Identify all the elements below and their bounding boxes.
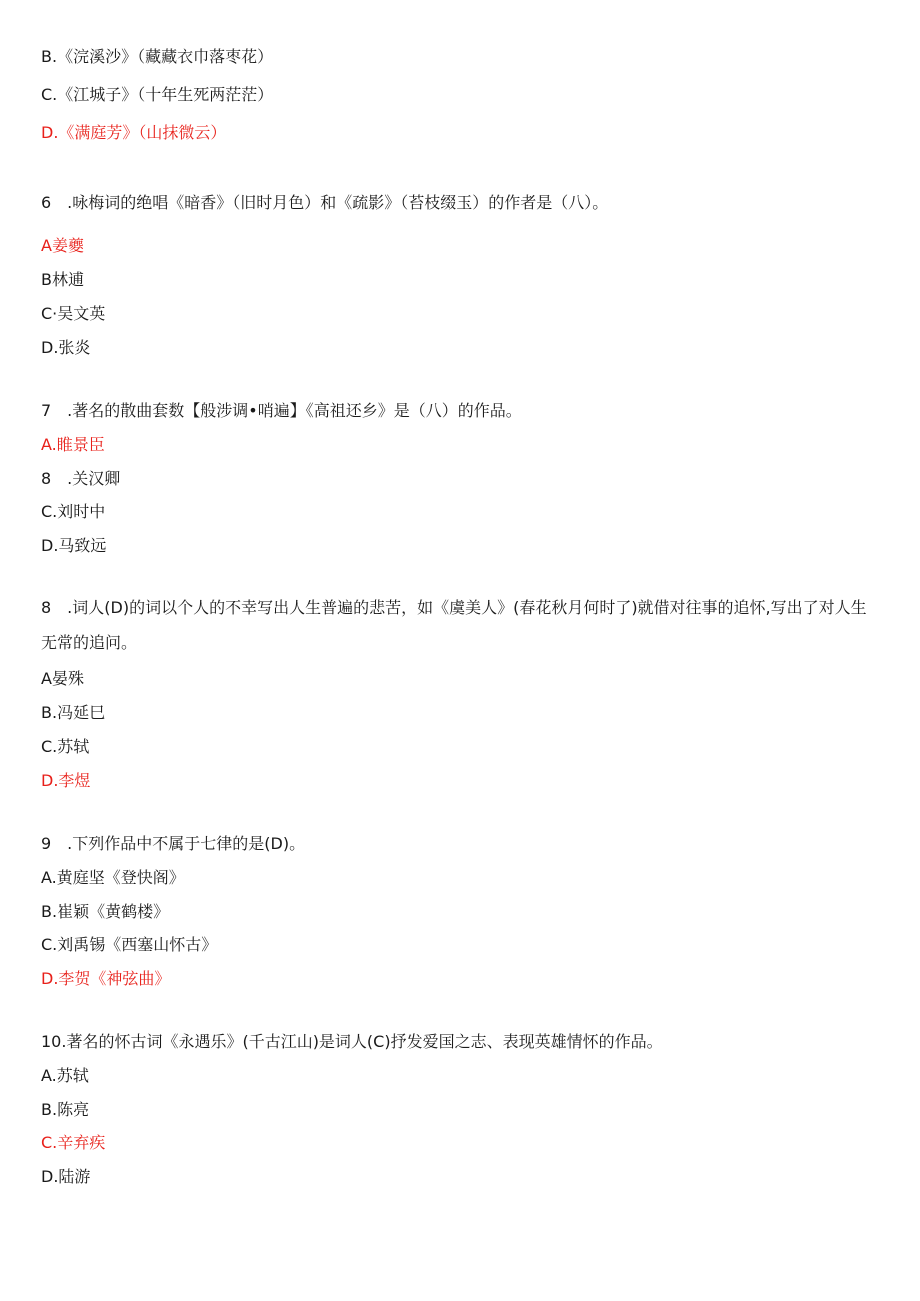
question-8-option-a: A晏殊: [41, 669, 84, 688]
question-9-option-d-answer: D.李贺《神弦曲》: [41, 969, 171, 988]
question-10-option-b: B.陈亮: [41, 1100, 90, 1119]
prev-option-b: B.《浣溪沙》（藏藏衣巾落枣花）: [41, 47, 274, 66]
question-9-option-c: C.刘禹锡《西塞山怀古》: [41, 935, 218, 954]
question-8-stem: 8 .词人(D)的词以个人的不幸写出人生普遍的悲苦，如《虞美人》(春花秋月何时了)就借对往事的追怀,写出了对人生无常的追问。: [41, 598, 867, 652]
question-6-option-c: C·吴文英: [41, 304, 106, 323]
question-10-option-d: D.陆游: [41, 1167, 91, 1186]
question-7-option-a-answer: A.睢景臣: [41, 435, 105, 454]
question-7-option-d: D.马致远: [41, 536, 107, 555]
question-10-stem: 10.著名的怀古词《永遇乐》(千古江山)是词人(C)抒发爱国之志、表现英雄情怀的作品。: [41, 1032, 663, 1051]
question-7-option-c: C.刘时中: [41, 502, 106, 521]
question-6-stem: 6 .咏梅词的绝唱《暗香》（旧时月色）和《疏影》（苔枝缀玉）的作者是（八）。: [41, 193, 609, 212]
question-6-option-d: D.张炎: [41, 338, 91, 357]
question-8-option-d-answer: D.李煜: [41, 771, 91, 790]
prev-option-d-answer: D.《满庭芳》（山抹微云）: [41, 123, 227, 142]
question-6-option-b: B林逋: [41, 270, 84, 289]
question-6-option-a-answer: A姜夔: [41, 236, 84, 255]
question-8-option-c: C.苏轼: [41, 737, 90, 756]
question-9-stem: 9 .下列作品中不属于七律的是(D)。: [41, 834, 306, 853]
question-9-option-b: B.崔颖《黄鹤楼》: [41, 902, 170, 921]
question-7-option-b: 8 .关汉卿: [41, 469, 121, 488]
question-8-option-b: B.冯延巳: [41, 703, 106, 722]
question-7-stem: 7 .著名的散曲套数【般涉调•哨遍】《高祖还乡》是（八）的作品。: [41, 401, 522, 420]
question-10-option-c-answer: C.辛弃疾: [41, 1133, 106, 1152]
question-10-option-a: A.苏轼: [41, 1066, 89, 1085]
question-9-option-a: A.黄庭坚《登快阁》: [41, 868, 185, 887]
prev-option-c: C.《江城子》（十年生死两茫茫）: [41, 85, 274, 104]
